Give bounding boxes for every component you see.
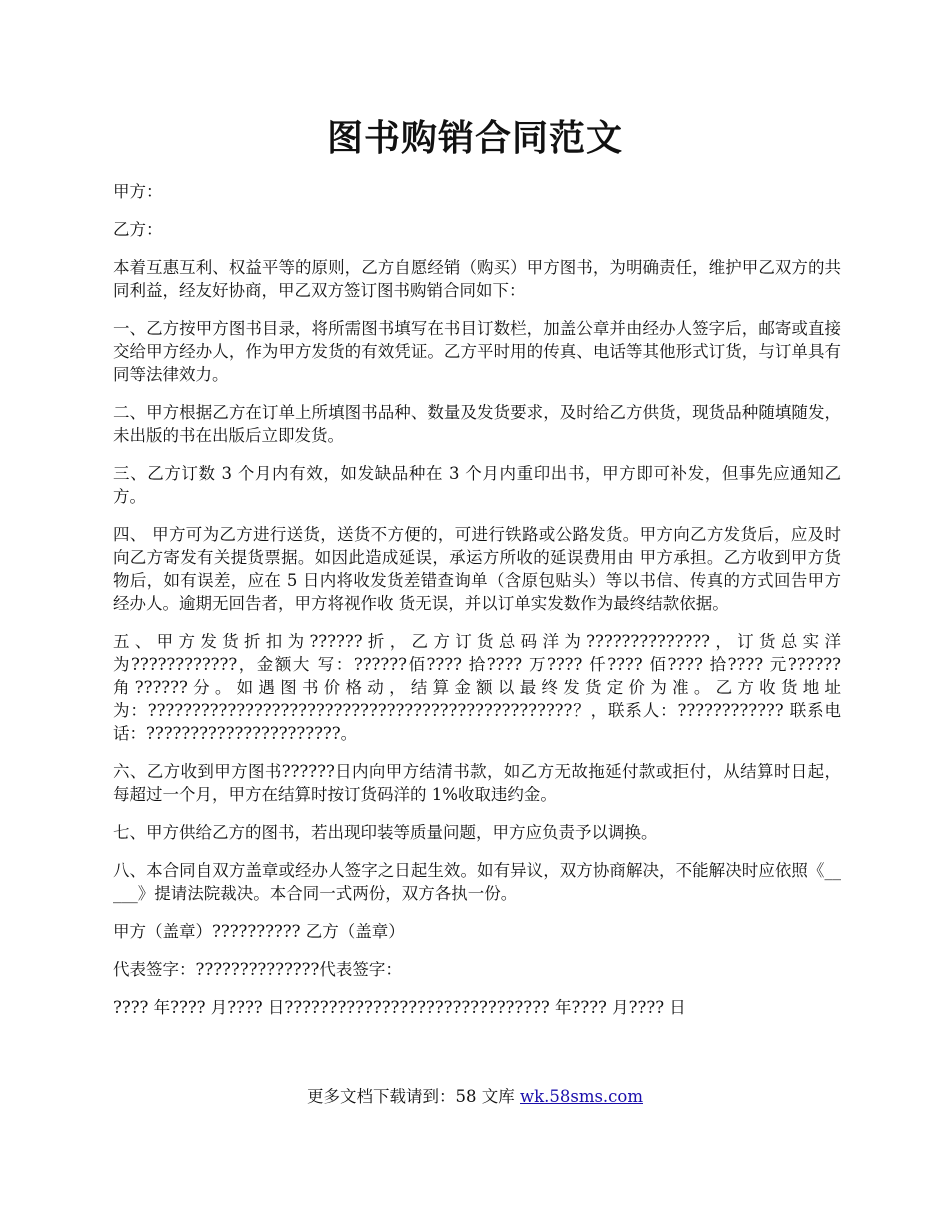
footer-text: 更多文档下载请到：58 文库 [306,1087,520,1106]
clause-4-paragraph: 四、 甲方可为乙方进行送货，送货不方便的，可进行铁路或公路发货。甲方向乙方发货后，应及时向乙方寄发有关提货票据。如因此造成延误，承运方所收的延误费用由 甲方承担。乙方收到甲方货物后，如有误差，应在 5 日内将收发货差错查询单（含原包贴头）等以书信、传真的方式回告甲方经办人。逾期无回告者，甲方将视作收 货无误，并以订单实发数作为最终结款依据。 [113,525,841,613]
date-line: ???? 年???? 月???? 日?????????????????????????????? 年???? 月???? 日 [113,998,686,1017]
clause-8-paragraph: 八、本合同自双方盖章或经办人签字之日起生效。如有异议，双方协商解决，不能解决时应依照《_____》提请法院裁决。本合同一式两份，双方各执一份。 [113,861,841,903]
clause-7-paragraph: 七、甲方供给乙方的图书，若出现印装等质量问题，甲方应负责予以调换。 [113,823,658,842]
footer [0,1085,950,1108]
document-body [113,180,841,1034]
clause-2-paragraph: 二、甲方根据乙方在订单上所填图书品种、数量及发货要求，及时给乙方供货，现货品种随填随发，未出版的书在出版后立即发货。 [113,403,841,445]
clause-5-paragraph: 五、甲方发货折扣为??????折，乙方订货总码洋为??????????????，订货总实洋为????????????，金额大 写：??????佰???? 拾???? 万???? 仟???? 佰???? 拾???? 元??????角??????分。如遇图书价格动，结算金额以最终发货定价为准。乙方收货地址为：????????????????????????????????????????????????？，联系人：???????????? 联系电话：??????????????????????。 [113,632,841,743]
clause-6-paragraph: 六、乙方收到甲方图书??????日内向甲方结清书款，如乙方无故拖延付款或拒付，从结算时日起，每超过一个月，甲方在结算时按订货码洋的 1%收取违约金。 [113,762,841,804]
document-title: 图书购销合同范文 [326,117,623,159]
preamble-paragraph: 本着互惠互利、权益平等的原则，乙方自愿经销（购买）甲方图书，为明确责任，维护甲乙双方的共同利益，经友好协商，甲乙双方签订图书购销合同如下： [113,258,841,300]
party-b-line: 乙方： [113,220,163,239]
seal-line: 甲方（盖章）?????????? 乙方（盖章） [113,922,405,941]
party-a-line: 甲方： [113,182,163,201]
footer-link[interactable]: wk.58sms.com [519,1087,643,1106]
clause-3-paragraph: 三、乙方订数 3 个月内有效，如发缺品种在 3 个月内重印出书，甲方即可补发，但事先应通知乙方。 [113,464,841,506]
signature-line: 代表签字：??????????????代表签字： [113,960,402,979]
clause-1-paragraph: 一、乙方按甲方图书目录，将所需图书填写在书目订数栏，加盖公章并由经办人签字后，邮寄或直接交给甲方经办人，作为甲方发货的有效凭证。乙方平时用的传真、电话等其他形式订货，与订单具有同等法律效力。 [113,319,841,384]
